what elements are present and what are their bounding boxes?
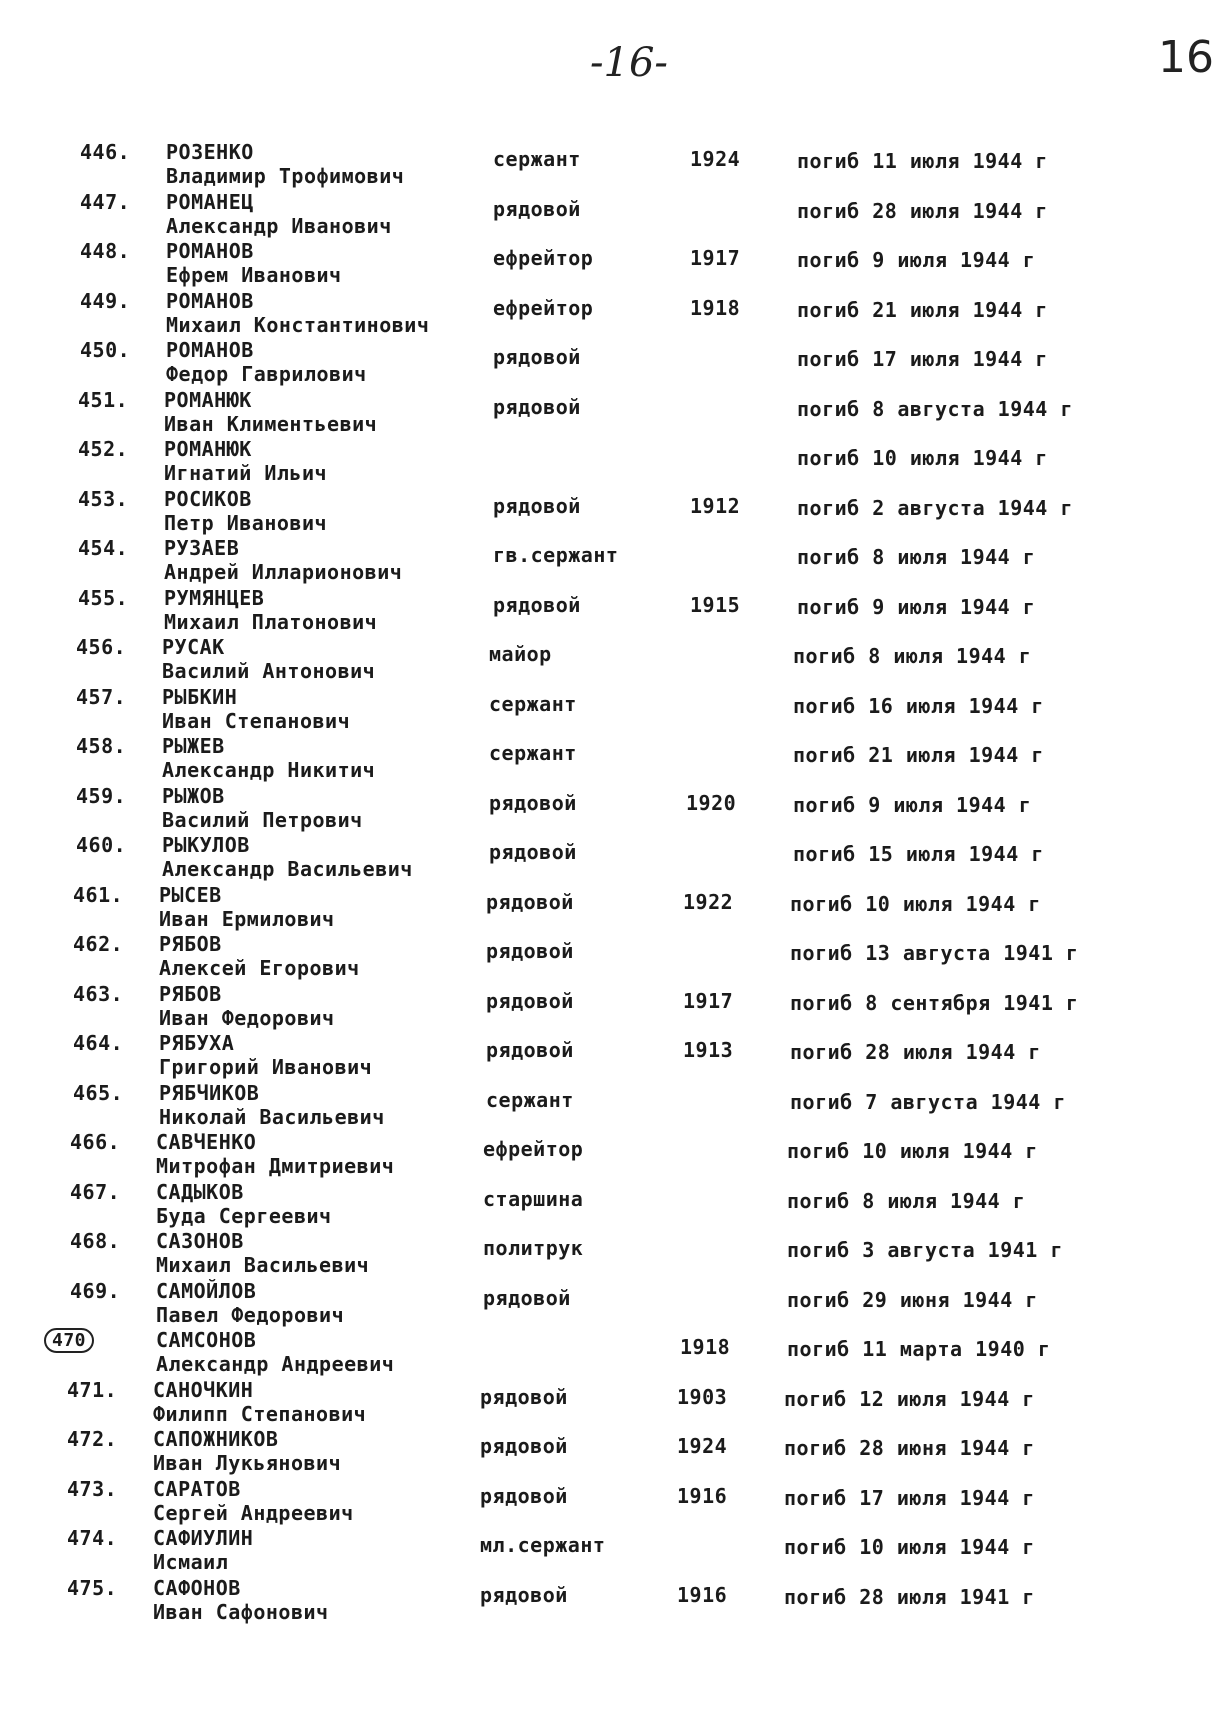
entry-rank: рядовой	[493, 394, 581, 419]
entry-surname: САФОНОВ	[153, 1575, 241, 1600]
entry-rank: сержант	[489, 691, 577, 716]
entry-rank: сержант	[493, 147, 581, 171]
entry-surname: САПОЖНИКОВ	[153, 1427, 279, 1451]
entry-surname: САВЧЕНКО	[156, 1130, 257, 1154]
entry-rank: ефрейтор	[483, 1137, 584, 1161]
entry-given-names: Андрей Илларионович	[164, 560, 403, 584]
entry-given-names: Сергей Андреевич	[153, 1500, 354, 1525]
entry-given-names: Василий Петрович	[162, 807, 363, 832]
entry-surname: РЫБКИН	[162, 684, 238, 709]
entry-number: 454.	[78, 536, 129, 560]
entry-given-names: Иван Ермилович	[159, 906, 335, 931]
entry-number: 451.	[78, 387, 129, 412]
entry-given-names: Петр Иванович	[164, 510, 328, 535]
entry-surname: РУЗАЕВ	[164, 536, 240, 560]
entry-rank: мл.сержант	[480, 1533, 606, 1557]
entry-rank: рядовой	[480, 1483, 568, 1508]
entry-rank: майор	[489, 642, 552, 666]
entry-number: 449.	[80, 288, 131, 313]
entry-given-names: Александр Никитич	[162, 758, 376, 782]
entry-rank: рядовой	[480, 1384, 568, 1409]
entry-number: 446.	[80, 140, 131, 164]
entry-surname: РЯБУХА	[159, 1031, 235, 1055]
list-item	[0, 138, 1232, 188]
entry-birth-year: 1912	[690, 493, 741, 518]
entry-fate: погиб 9 июля 1944 г	[797, 594, 1036, 619]
entry-rank: рядовой	[493, 345, 581, 369]
entry-birth-year: 1920	[686, 790, 737, 815]
entry-number: 473.	[67, 1476, 118, 1501]
list-item	[0, 980, 1232, 1030]
entry-birth-year: 1917	[683, 988, 734, 1013]
entry-fate: погиб 21 июля 1944 г	[797, 297, 1048, 322]
list-item	[0, 485, 1232, 535]
entry-given-names: Иван Федорович	[159, 1005, 335, 1030]
entry-number: 453.	[78, 486, 129, 511]
entry-number: 463.	[73, 981, 124, 1006]
list-item	[0, 1079, 1232, 1129]
entry-fate: погиб 17 июля 1944 г	[784, 1485, 1035, 1510]
entry-rank: сержант	[486, 1087, 574, 1112]
entry-birth-year: 1917	[690, 246, 741, 270]
entry-rank: ефрейтор	[493, 295, 594, 320]
entry-fate: погиб 7 августа 1944 г	[790, 1089, 1066, 1114]
list-item	[0, 1128, 1232, 1178]
entry-given-names: Павел Федорович	[156, 1302, 345, 1327]
entry-fate: погиб 8 июля 1944 г	[793, 644, 1032, 668]
list-item	[0, 534, 1232, 584]
entry-surname: РОЗЕНКО	[166, 140, 254, 164]
list-item	[0, 683, 1232, 733]
entry-fate: погиб 8 сентября 1941 г	[790, 990, 1079, 1015]
list-item	[0, 386, 1232, 436]
entry-given-names: Митрофан Дмитриевич	[156, 1154, 395, 1178]
entry-surname: САНОЧКИН	[153, 1377, 254, 1402]
entry-number: 467.	[70, 1179, 121, 1204]
entry-surname: РУМЯНЦЕВ	[164, 585, 265, 610]
entry-surname: РЯБОВ	[159, 981, 222, 1006]
entry-given-names: Федор Гаврилович	[166, 362, 367, 386]
entry-surname: РОМАНОВ	[166, 338, 254, 362]
list-item	[0, 831, 1232, 881]
entry-surname: РОМАНОВ	[166, 288, 254, 313]
entry-birth-year: 1916	[677, 1483, 728, 1508]
entry-fate: погиб 13 августа 1941 г	[790, 941, 1079, 965]
entry-surname: РОМАНЕЦ	[166, 189, 254, 214]
entry-fate: погиб 28 июня 1944 г	[784, 1436, 1035, 1460]
entry-number: 471.	[67, 1377, 118, 1402]
entry-rank: рядовой	[489, 840, 577, 864]
entry-surname: САМСОНОВ	[156, 1328, 257, 1352]
entry-given-names: Игнатий Ильич	[164, 461, 328, 485]
entry-fate: погиб 10 июля 1944 г	[790, 891, 1041, 916]
entry-fate: погиб 28 июля 1941 г	[784, 1584, 1035, 1609]
entry-surname: САДЫКОВ	[156, 1179, 244, 1204]
entry-fate: погиб 8 июля 1944 г	[797, 545, 1036, 569]
entry-rank: гв.сержант	[493, 543, 619, 567]
entry-birth-year: 1924	[690, 147, 741, 171]
entry-fate: погиб 3 августа 1941 г	[787, 1238, 1063, 1262]
entry-given-names: Василий Антонович	[162, 659, 376, 683]
list-item	[0, 435, 1232, 485]
entry-number: 458.	[76, 734, 127, 758]
entry-rank: политрук	[483, 1236, 584, 1260]
list-item	[0, 1029, 1232, 1079]
entry-fate: погиб 11 марта 1940 г	[787, 1337, 1051, 1361]
list-item	[0, 1475, 1232, 1525]
entry-rank: рядовой	[493, 592, 581, 617]
list-item	[0, 237, 1232, 287]
list-item	[0, 188, 1232, 238]
entry-birth-year: 1922	[683, 889, 734, 914]
entry-fate: погиб 10 июля 1944 г	[784, 1535, 1035, 1559]
list-item	[0, 1277, 1232, 1327]
entry-fate: погиб 2 августа 1944 г	[797, 495, 1073, 520]
list-item	[0, 287, 1232, 337]
entry-rank: рядовой	[483, 1285, 571, 1310]
entry-number: 448.	[80, 239, 131, 263]
entry-fate: погиб 10 июля 1944 г	[787, 1139, 1038, 1163]
entry-birth-year: 1915	[690, 592, 741, 617]
entry-rank: рядовой	[493, 493, 581, 518]
entry-given-names: Иван Климентьевич	[164, 411, 378, 436]
entry-rank: рядовой	[486, 1038, 574, 1062]
list-item	[0, 881, 1232, 931]
entry-given-names: Иван Лукьянович	[153, 1451, 342, 1475]
list-item	[0, 782, 1232, 832]
entry-given-names: Григорий Иванович	[159, 1055, 373, 1079]
list-item	[0, 584, 1232, 634]
list-item	[0, 1524, 1232, 1574]
entry-given-names: Михаил Константинович	[166, 312, 430, 337]
entry-given-names: Михаил Платонович	[164, 609, 378, 634]
entry-rank: старшина	[483, 1186, 584, 1211]
entry-given-names: Николай Васильевич	[159, 1104, 385, 1129]
entry-fate: погиб 12 июля 1944 г	[784, 1386, 1035, 1411]
entry-surname: РЫКУЛОВ	[162, 833, 250, 857]
entry-surname: РОМАНЮК	[164, 387, 252, 412]
entry-number: 468.	[70, 1229, 121, 1253]
entry-number: 462.	[73, 932, 124, 956]
entry-fate: погиб 21 июля 1944 г	[793, 743, 1044, 767]
entry-surname: САРАТОВ	[153, 1476, 241, 1501]
casualty-list	[0, 138, 1232, 1623]
entry-fate: погиб 16 июля 1944 г	[793, 693, 1044, 718]
entry-birth-year: 1916	[677, 1582, 728, 1607]
entry-rank: рядовой	[480, 1582, 568, 1607]
entry-surname: РУСАК	[162, 635, 225, 659]
entry-fate: погиб 28 июля 1944 г	[797, 198, 1048, 223]
entry-fate: погиб 17 июля 1944 г	[797, 347, 1048, 371]
entry-given-names: Алексей Егорович	[159, 956, 360, 980]
entry-rank: ефрейтор	[493, 246, 594, 270]
entry-fate: погиб 28 июля 1944 г	[790, 1040, 1041, 1064]
list-item	[0, 930, 1232, 980]
entry-birth-year: 1903	[677, 1384, 728, 1409]
entry-number: 464.	[73, 1031, 124, 1055]
entry-number: 452.	[78, 437, 129, 461]
entry-given-names: Михаил Васильевич	[156, 1253, 370, 1277]
entry-surname: РЫСЕВ	[159, 882, 222, 907]
list-item	[0, 1376, 1232, 1426]
page-number-handwritten: -16-	[590, 40, 668, 86]
entry-rank: рядовой	[489, 790, 577, 815]
entry-surname: РОСИКОВ	[164, 486, 252, 511]
entry-given-names: Ефрем Иванович	[166, 263, 342, 287]
entry-surname: РОМАНЮК	[164, 437, 252, 461]
entry-rank: рядовой	[486, 889, 574, 914]
entry-number: 457.	[76, 684, 127, 709]
list-item	[0, 336, 1232, 386]
entry-number: 472.	[67, 1427, 118, 1451]
entry-number: 450.	[80, 338, 131, 362]
list-item	[0, 1425, 1232, 1475]
entry-surname: РЯБОВ	[159, 932, 222, 956]
entry-number: 474.	[67, 1526, 118, 1550]
entry-number: 456.	[76, 635, 127, 659]
list-item	[0, 732, 1232, 782]
entry-fate: погиб 9 июля 1944 г	[797, 248, 1036, 272]
entry-surname: РЫЖЕВ	[162, 734, 225, 758]
entry-number: 466.	[70, 1130, 121, 1154]
entry-number: 460.	[76, 833, 127, 857]
entry-rank: рядовой	[493, 196, 581, 221]
entry-number: 475.	[67, 1575, 118, 1600]
list-item	[0, 1227, 1232, 1277]
entry-fate: погиб 11 июля 1944 г	[797, 149, 1048, 173]
entry-number: 459.	[76, 783, 127, 808]
entry-given-names: Буда Сергеевич	[156, 1203, 332, 1228]
list-item	[0, 1178, 1232, 1228]
entry-rank: рядовой	[480, 1434, 568, 1458]
entry-number: 455.	[78, 585, 129, 610]
entry-given-names: Александр Иванович	[166, 213, 392, 238]
entry-fate: погиб 9 июля 1944 г	[793, 792, 1032, 817]
entry-birth-year: 1918	[680, 1335, 731, 1359]
entry-birth-year: 1918	[690, 295, 741, 320]
entry-fate: погиб 10 июля 1944 г	[797, 446, 1048, 470]
entry-rank: рядовой	[486, 988, 574, 1013]
entry-given-names: Исмаил	[153, 1550, 229, 1574]
entry-surname: РЫЖОВ	[162, 783, 225, 808]
entry-surname: САЗОНОВ	[156, 1229, 244, 1253]
entry-fate: погиб 8 июля 1944 г	[787, 1188, 1026, 1213]
list-item	[0, 1574, 1232, 1624]
entry-fate: погиб 8 августа 1944 г	[797, 396, 1073, 421]
entry-surname: САМОЙЛОВ	[156, 1278, 257, 1303]
list-item	[0, 1326, 1232, 1376]
entry-given-names: Александр Васильевич	[162, 857, 413, 881]
entry-number: 447.	[80, 189, 131, 214]
list-item	[0, 633, 1232, 683]
entry-fate: погиб 15 июля 1944 г	[793, 842, 1044, 866]
entry-surname: РОМАНОВ	[166, 239, 254, 263]
entry-birth-year: 1913	[683, 1038, 734, 1062]
entry-number: 470	[44, 1328, 94, 1353]
entry-number: 469.	[70, 1278, 121, 1303]
corner-page-number: 16	[1158, 32, 1214, 83]
entry-number: 465.	[73, 1080, 124, 1105]
entry-given-names: Иван Сафонович	[153, 1599, 329, 1624]
entry-fate: погиб 29 июня 1944 г	[787, 1287, 1038, 1312]
entry-given-names: Филипп Степанович	[153, 1401, 367, 1426]
entry-rank: рядовой	[486, 939, 574, 963]
entry-given-names: Александр Андреевич	[156, 1352, 395, 1376]
entry-birth-year: 1924	[677, 1434, 728, 1458]
entry-rank: сержант	[489, 741, 577, 765]
entry-given-names: Владимир Трофимович	[166, 164, 405, 188]
entry-surname: РЯБЧИКОВ	[159, 1080, 260, 1105]
entry-surname: САФИУЛИН	[153, 1526, 254, 1550]
entry-number: 461.	[73, 882, 124, 907]
entry-given-names: Иван Степанович	[162, 708, 351, 733]
